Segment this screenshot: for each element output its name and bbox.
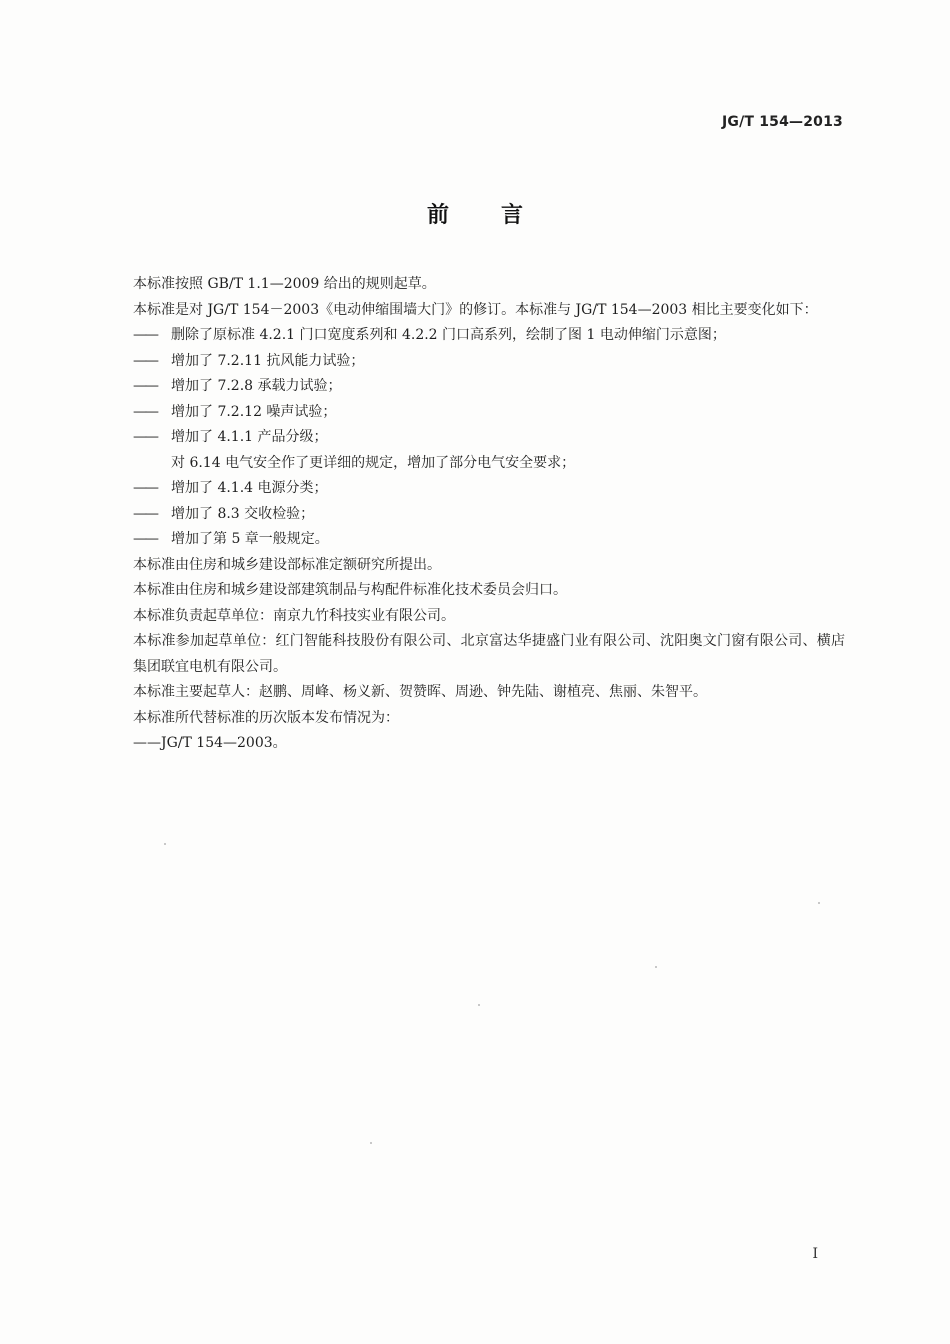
paragraph-drafting-rules: 本标准按照 GB/T 1.1—2009 给出的规则起草。	[133, 276, 436, 292]
scan-speck	[370, 1142, 372, 1144]
scan-speck	[164, 843, 166, 845]
list-dash: ——	[133, 429, 157, 445]
standard-code: JG/T 154—2013	[721, 114, 843, 130]
scan-speck	[818, 902, 820, 904]
change-list	[103, 323, 845, 553]
list-item-text: 增加了 7.2.11 抗风能力试验；	[171, 352, 365, 369]
list-dash: ——	[133, 403, 157, 420]
list-item	[103, 476, 845, 502]
list-item	[103, 425, 845, 451]
list-dash: ——	[133, 531, 157, 547]
list-dash: ——	[133, 505, 157, 522]
paragraph-proposer: 本标准由住房和城乡建设部标准定额研究所提出。	[133, 556, 441, 573]
list-item-text: 对 6.14 电气安全作了更详细的规定，增加了部分电气安全要求；	[171, 454, 576, 471]
list-item-text: 增加了 4.1.4 电源分类；	[171, 480, 328, 496]
list-item-text: 增加了 7.2.8 承载力试验；	[171, 378, 342, 394]
paragraph-authors: 本标准主要起草人：赵鹏、周峰、杨义新、贺赞晖、周逊、钟先陆、谢植亮、焦丽、朱智平。	[133, 684, 707, 700]
list-dash: ——	[133, 327, 157, 343]
list-item	[103, 374, 845, 400]
list-item	[103, 323, 845, 349]
paragraph-lead-drafter: 本标准负责起草单位：南京九竹科技实业有限公司。	[133, 607, 455, 624]
list-item-text: 增加了第 5 章一般规定。	[171, 531, 329, 547]
list-item	[103, 349, 845, 375]
scan-speck	[655, 966, 657, 968]
paragraph-participants: 本标准参加起草单位：红门智能科技股份有限公司、北京富达华捷盛门业有限公司、沈阳奥文门窗有限公司、横店集团联宜电机有限公司。	[133, 633, 845, 675]
page-title: 前言	[426, 203, 575, 228]
list-item	[103, 502, 845, 528]
list-item	[103, 527, 845, 553]
list-item-text: 增加了 8.3 交收检验；	[171, 505, 315, 522]
paragraph-revision: 本标准是对 JG/T 154－2003《电动伸缩围墙大门》的修订。本标准与 JG/T 154—2003 相比主要变化如下：	[133, 301, 818, 318]
page-number: I	[812, 1246, 818, 1262]
list-dash: ——	[133, 480, 157, 496]
paragraph-history-item: ——JG/T 154—2003。	[133, 735, 287, 751]
list-item-text: 删除了原标准 4.2.1 门口宽度系列和 4.2.2 门口高系列，绘制了图 1 电动伸缩门示意图；	[171, 327, 726, 343]
list-item	[103, 451, 845, 477]
list-item-text: 增加了 7.2.12 噪声试验；	[171, 403, 337, 420]
paragraph-committee: 本标准由住房和城乡建设部建筑制品与构配件标准化技术委员会归口。	[133, 582, 567, 598]
list-dash: ——	[133, 352, 157, 369]
scan-speck	[478, 1004, 480, 1006]
list-item-text: 增加了 4.1.1 产品分级；	[171, 429, 328, 445]
paragraph-history-intro: 本标准所代替标准的历次版本发布情况为：	[133, 709, 399, 726]
list-item	[103, 400, 845, 426]
foreword-body	[103, 272, 845, 757]
list-dash: ——	[133, 378, 157, 394]
